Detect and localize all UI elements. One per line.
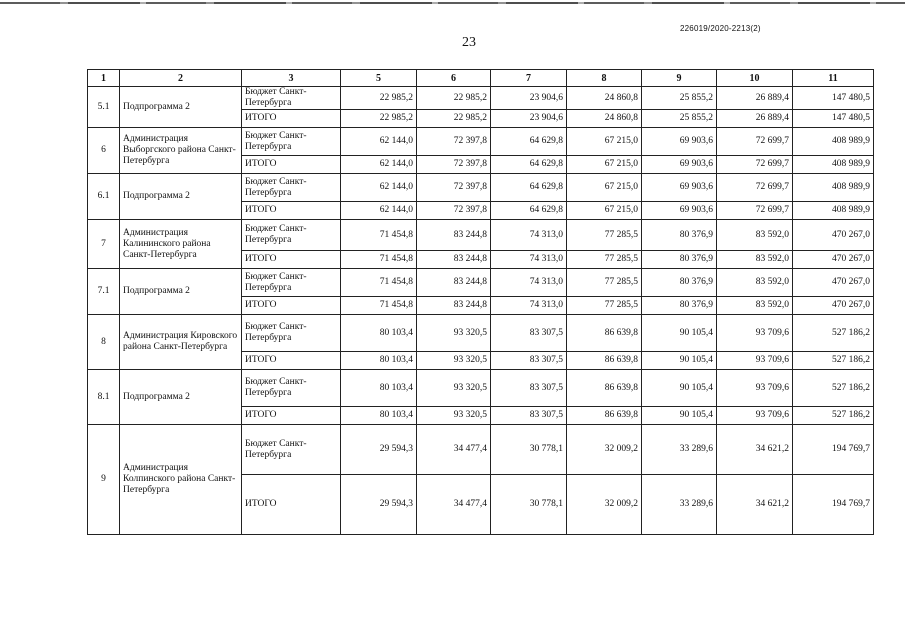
total-value: 64 629,8 — [491, 202, 567, 220]
total-value: 93 320,5 — [417, 407, 491, 425]
budget-value: 34 621,2 — [717, 425, 793, 475]
column-header: 10 — [717, 70, 793, 87]
total-label: ИТОГО — [242, 407, 341, 425]
budget-value: 69 903,6 — [642, 128, 717, 156]
total-value: 62 144,0 — [341, 156, 417, 174]
budget-value: 67 215,0 — [567, 128, 642, 156]
budget-value: 72 699,7 — [717, 174, 793, 202]
budget-value: 32 009,2 — [567, 425, 642, 475]
row-name: Подпрограмма 2 — [120, 269, 242, 315]
budget-value: 527 186,2 — [793, 370, 874, 407]
budget-value: 30 778,1 — [491, 425, 567, 475]
row-name: Подпрограмма 2 — [120, 370, 242, 425]
page-number: 23 — [462, 35, 476, 50]
budget-value: 83 592,0 — [717, 220, 793, 251]
budget-value: 34 477,4 — [417, 425, 491, 475]
budget-value: 69 903,6 — [642, 174, 717, 202]
column-header: 11 — [793, 70, 874, 87]
total-value: 470 267,0 — [793, 251, 874, 269]
total-value: 90 105,4 — [642, 407, 717, 425]
total-value: 93 709,6 — [717, 352, 793, 370]
total-value: 86 639,8 — [567, 407, 642, 425]
total-label: ИТОГО — [242, 352, 341, 370]
budget-value: 64 629,8 — [491, 128, 567, 156]
row-name: Администрация Колпинского района Санкт-Петербурга — [120, 425, 242, 535]
budget-value: 90 105,4 — [642, 315, 717, 352]
budget-value: 80 376,9 — [642, 220, 717, 251]
budget-value: 29 594,3 — [341, 425, 417, 475]
total-value: 83 307,5 — [491, 407, 567, 425]
total-value: 32 009,2 — [567, 475, 642, 535]
table-row — [88, 425, 874, 475]
row-name: Администрация Выборгского района Санкт-Петербурга — [120, 128, 242, 174]
table-row — [88, 269, 874, 297]
total-value: 86 639,8 — [567, 352, 642, 370]
budget-value: 194 769,7 — [793, 425, 874, 475]
table-row — [88, 174, 874, 202]
total-value: 71 454,8 — [341, 251, 417, 269]
total-value: 83 307,5 — [491, 352, 567, 370]
budget-value: 83 592,0 — [717, 269, 793, 297]
budget-value: 408 989,9 — [793, 174, 874, 202]
funding-source: Бюджет Санкт-Петербурга — [242, 315, 341, 352]
total-label: ИТОГО — [242, 251, 341, 269]
total-value: 33 289,6 — [642, 475, 717, 535]
total-value: 30 778,1 — [491, 475, 567, 535]
row-number: 5.1 — [88, 87, 120, 128]
budget-value: 83 244,8 — [417, 220, 491, 251]
column-header: 9 — [642, 70, 717, 87]
total-value: 62 144,0 — [341, 202, 417, 220]
row-number: 9 — [88, 425, 120, 535]
budget-value: 62 144,0 — [341, 174, 417, 202]
table-header — [88, 70, 874, 87]
budget-value: 62 144,0 — [341, 128, 417, 156]
total-value: 72 397,8 — [417, 156, 491, 174]
row-number: 7 — [88, 220, 120, 269]
budget-value: 83 244,8 — [417, 269, 491, 297]
total-value: 80 376,9 — [642, 251, 717, 269]
total-value: 71 454,8 — [341, 297, 417, 315]
total-value: 77 285,5 — [567, 251, 642, 269]
total-value: 34 477,4 — [417, 475, 491, 535]
table-row — [88, 220, 874, 251]
budget-value: 25 855,2 — [642, 87, 717, 110]
budget-value: 93 709,6 — [717, 315, 793, 352]
total-value: 527 186,2 — [793, 407, 874, 425]
budget-value: 77 285,5 — [567, 220, 642, 251]
total-value: 147 480,5 — [793, 110, 874, 128]
total-value: 80 103,4 — [341, 352, 417, 370]
column-header: 7 — [491, 70, 567, 87]
column-header: 2 — [120, 70, 242, 87]
row-number: 7.1 — [88, 269, 120, 315]
total-value: 69 903,6 — [642, 202, 717, 220]
budget-value: 72 397,8 — [417, 128, 491, 156]
table-body — [88, 87, 874, 535]
budget-value: 67 215,0 — [567, 174, 642, 202]
budget-value: 74 313,0 — [491, 220, 567, 251]
total-value: 72 699,7 — [717, 156, 793, 174]
total-value: 22 985,2 — [341, 110, 417, 128]
total-value: 93 709,6 — [717, 407, 793, 425]
budget-value: 72 699,7 — [717, 128, 793, 156]
budget-value: 22 985,2 — [341, 87, 417, 110]
total-label: ИТОГО — [242, 202, 341, 220]
budget-value: 93 320,5 — [417, 315, 491, 352]
total-value: 527 186,2 — [793, 352, 874, 370]
total-value: 93 320,5 — [417, 352, 491, 370]
budget-value: 24 860,8 — [567, 87, 642, 110]
total-value: 26 889,4 — [717, 110, 793, 128]
row-name: Администрация Калининского района Санкт-Петербурга — [120, 220, 242, 269]
budget-value: 71 454,8 — [341, 269, 417, 297]
budget-value: 64 629,8 — [491, 174, 567, 202]
budget-value: 23 904,6 — [491, 87, 567, 110]
total-value: 67 215,0 — [567, 156, 642, 174]
total-value: 29 594,3 — [341, 475, 417, 535]
total-value: 23 904,6 — [491, 110, 567, 128]
total-value: 83 592,0 — [717, 251, 793, 269]
total-value: 22 985,2 — [417, 110, 491, 128]
scan-top-line — [0, 2, 905, 4]
budget-value: 72 397,8 — [417, 174, 491, 202]
column-header: 3 — [242, 70, 341, 87]
total-value: 25 855,2 — [642, 110, 717, 128]
column-header: 6 — [417, 70, 491, 87]
total-value: 69 903,6 — [642, 156, 717, 174]
total-value: 24 860,8 — [567, 110, 642, 128]
budget-value: 80 103,4 — [341, 315, 417, 352]
row-number: 6 — [88, 128, 120, 174]
budget-value: 74 313,0 — [491, 269, 567, 297]
column-header: 5 — [341, 70, 417, 87]
budget-value: 83 307,5 — [491, 370, 567, 407]
total-value: 80 103,4 — [341, 407, 417, 425]
funding-source: Бюджет Санкт-Петербурга — [242, 128, 341, 156]
budget-value: 26 889,4 — [717, 87, 793, 110]
funding-source: Бюджет Санкт-Петербурга — [242, 220, 341, 251]
total-value: 408 989,9 — [793, 202, 874, 220]
budget-value: 527 186,2 — [793, 315, 874, 352]
budget-value: 93 709,6 — [717, 370, 793, 407]
table-row — [88, 87, 874, 110]
budget-value: 86 639,8 — [567, 315, 642, 352]
total-label: ИТОГО — [242, 297, 341, 315]
total-value: 83 244,8 — [417, 251, 491, 269]
total-value: 83 244,8 — [417, 297, 491, 315]
total-value: 74 313,0 — [491, 297, 567, 315]
budget-value: 93 320,5 — [417, 370, 491, 407]
budget-value: 22 985,2 — [417, 87, 491, 110]
total-value: 74 313,0 — [491, 251, 567, 269]
table-row — [88, 370, 874, 407]
row-number: 6.1 — [88, 174, 120, 220]
total-value: 64 629,8 — [491, 156, 567, 174]
funding-source: Бюджет Санкт-Петербурга — [242, 370, 341, 407]
funding-source: Бюджет Санкт-Петербурга — [242, 174, 341, 202]
total-value: 470 267,0 — [793, 297, 874, 315]
total-value: 77 285,5 — [567, 297, 642, 315]
total-value: 90 105,4 — [642, 352, 717, 370]
total-value: 80 376,9 — [642, 297, 717, 315]
table-row — [88, 128, 874, 156]
total-label: ИТОГО — [242, 156, 341, 174]
document-number: 226019/2020-2213(2) — [680, 24, 761, 33]
row-number: 8.1 — [88, 370, 120, 425]
total-value: 72 699,7 — [717, 202, 793, 220]
total-value: 34 621,2 — [717, 475, 793, 535]
budget-value: 83 307,5 — [491, 315, 567, 352]
total-label: ИТОГО — [242, 475, 341, 535]
budget-value: 80 376,9 — [642, 269, 717, 297]
budget-value: 33 289,6 — [642, 425, 717, 475]
header-row — [88, 70, 874, 87]
row-name: Администрация Кировского района Санкт-Петербурга — [120, 315, 242, 370]
budget-table — [87, 69, 874, 535]
budget-value: 90 105,4 — [642, 370, 717, 407]
budget-value: 80 103,4 — [341, 370, 417, 407]
funding-source: Бюджет Санкт-Петербурга — [242, 269, 341, 297]
row-name: Подпрограмма 2 — [120, 87, 242, 128]
total-value: 194 769,7 — [793, 475, 874, 535]
column-header: 8 — [567, 70, 642, 87]
table-row — [88, 315, 874, 352]
budget-value: 470 267,0 — [793, 269, 874, 297]
total-value: 83 592,0 — [717, 297, 793, 315]
budget-value: 408 989,9 — [793, 128, 874, 156]
total-value: 67 215,0 — [567, 202, 642, 220]
column-header: 1 — [88, 70, 120, 87]
funding-source: Бюджет Санкт-Петербурга — [242, 425, 341, 475]
row-name: Подпрограмма 2 — [120, 174, 242, 220]
budget-value: 86 639,8 — [567, 370, 642, 407]
budget-value: 77 285,5 — [567, 269, 642, 297]
total-value: 408 989,9 — [793, 156, 874, 174]
total-label: ИТОГО — [242, 110, 341, 128]
budget-value: 470 267,0 — [793, 220, 874, 251]
budget-value: 71 454,8 — [341, 220, 417, 251]
budget-value: 147 480,5 — [793, 87, 874, 110]
total-value: 72 397,8 — [417, 202, 491, 220]
row-number: 8 — [88, 315, 120, 370]
funding-source: Бюджет Санкт-Петербурга — [242, 87, 341, 110]
